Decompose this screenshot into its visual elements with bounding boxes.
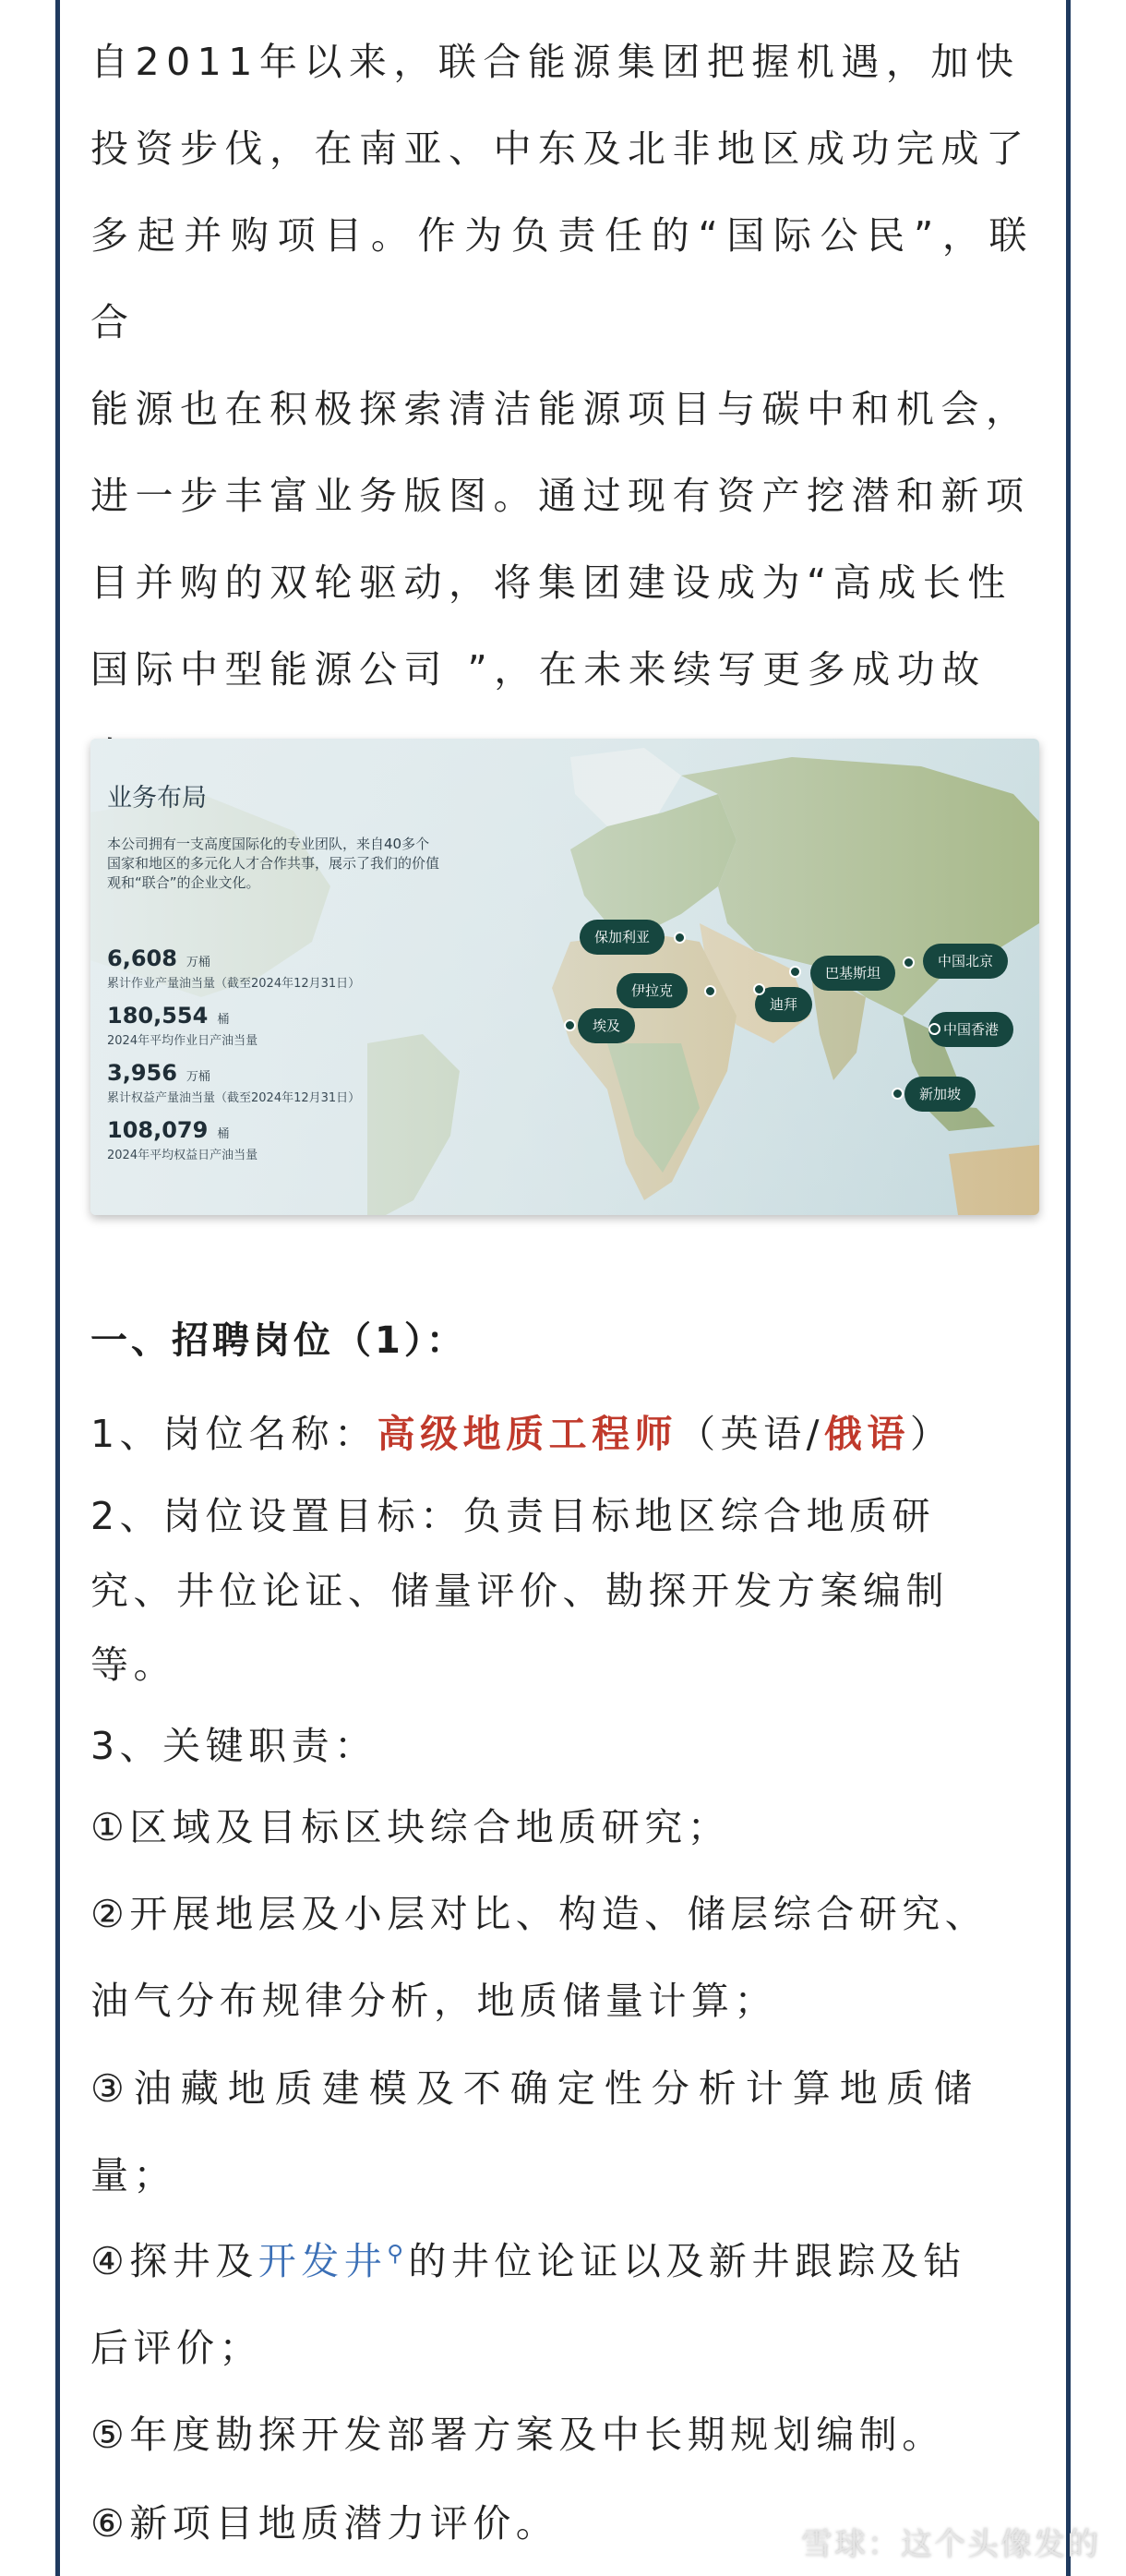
intro-paragraph	[90, 0, 1034, 800]
section-heading: 一、招聘岗位（1）：	[90, 1319, 467, 1362]
stat-daily-equity	[107, 1117, 258, 1162]
location-pin-pakistan: 巴基斯坦	[810, 956, 895, 991]
search-icon[interactable]: ⚲	[387, 2240, 409, 2267]
duty-4-line-2: 后评价；	[90, 2326, 262, 2370]
duty-3-line-2: 量；	[90, 2153, 176, 2197]
duty-4-prefix: ④探井及	[90, 2239, 258, 2283]
stat-caption: 累计权益产量油当量（截至2024年12月31日）	[107, 1091, 361, 1105]
watermark: 雪球：这个头像发的	[801, 2526, 1100, 2563]
stat-unit: 桶	[217, 1013, 230, 1027]
lang-russian: 俄语	[823, 1412, 910, 1456]
stat-number: 3,956	[107, 1060, 177, 1086]
intro-line: 目并购的双轮驱动，将集团建设成为“高成长性	[90, 560, 1012, 605]
location-pin-egypt: 埃及	[578, 1008, 635, 1043]
stat-cumulative-equity	[107, 1060, 360, 1105]
stat-daily-operated	[107, 1003, 258, 1048]
stat-unit: 桶	[217, 1127, 230, 1141]
intro-line: 投资步伐，在南亚、中东及北非地区成功完成了	[90, 126, 1031, 171]
lang-close: ）	[909, 1412, 953, 1456]
right-border-line	[1066, 0, 1071, 2576]
duties-heading: 3、关键职责：	[90, 1724, 377, 1768]
location-pin-iraq: 伊拉克	[617, 973, 688, 1008]
map-description: 本公司拥有一支高度国际化的专业团队，来自40多个国家和地区的多元化人才合作共事，展示了我们的价值观和“联合”的企业文化。	[107, 836, 440, 891]
location-pin-bulgaria: 保加利亚	[580, 920, 665, 955]
location-dot	[928, 1023, 940, 1035]
duty-3-line-1: ③油藏地质建模及不确定性分析计算地质储	[90, 2066, 981, 2111]
location-dot	[674, 932, 686, 944]
intro-line: 国际中型能源公司 ”，在未来续写更多成功故	[90, 647, 987, 692]
job-title-line	[90, 1403, 1034, 1458]
stat-cumulative-operated	[107, 945, 360, 991]
stat-unit: 万桶	[186, 1070, 210, 1084]
lang-open: （英语/	[677, 1412, 824, 1456]
duty-2-line-2: 油气分布规律分析，地质储量计算；	[90, 1979, 777, 2023]
duty-4-suffix: 的井位论证以及新井跟踪及钻	[408, 2239, 966, 2283]
goal-line-1: 2、岗位设置目标：负责目标地区综合地质研	[90, 1494, 936, 1538]
item1-prefix: 1、岗位名称：	[90, 1412, 377, 1456]
stat-unit: 万桶	[186, 956, 210, 969]
duty-1: ①区域及目标区块综合地质研究；	[90, 1805, 731, 1849]
stat-number: 180,554	[107, 1003, 209, 1029]
job-title: 高级地质工程师	[377, 1412, 678, 1456]
duty-2-line-1: ②开展地层及小层对比、构造、储层综合研究、	[90, 1892, 988, 1936]
left-border-line	[55, 0, 60, 2576]
location-dot	[903, 957, 915, 969]
location-dot	[704, 985, 716, 997]
stat-caption: 2024年平均权益日产油当量	[107, 1149, 258, 1162]
intro-line: 自2011年以来，联合能源集团把握机遇，加快	[90, 40, 1021, 84]
stat-number: 6,608	[107, 945, 177, 971]
intro-line: 进一步丰富业务版图。通过现有资产挖潜和新项	[90, 474, 1031, 518]
goal-line-3: 等。	[90, 1643, 176, 1687]
location-dot	[789, 966, 801, 978]
location-dot	[892, 1088, 904, 1100]
stat-caption: 累计作业产量油当量（截至2024年12月31日）	[107, 977, 361, 991]
intro-line: 能源也在积极探索清洁能源项目与碳中和机会，	[90, 387, 1031, 431]
stat-number: 108,079	[107, 1117, 209, 1143]
intro-line: 多起并购项目。作为负责任的“国际公民”，联合	[90, 213, 1034, 344]
duty-5: ⑤年度勘探开发部署方案及中长期规划编制。	[90, 2413, 945, 2457]
duty-4-line-1	[90, 2231, 1034, 2285]
location-dot	[564, 1019, 576, 1031]
map-title: 业务布局	[107, 784, 207, 813]
goal-line-2: 究、井位论证、储量评价、勘探开发方案编制	[90, 1569, 949, 1613]
stat-caption: 2024年平均作业日产油当量	[107, 1034, 258, 1048]
location-pin-dubai: 迪拜	[755, 987, 812, 1022]
duty-6: ⑥新项目地质潜力评价。	[90, 2501, 559, 2546]
location-pin-singapore: 新加坡	[904, 1077, 976, 1112]
location-dot	[753, 983, 765, 995]
development-well-link[interactable]: 开发井	[258, 2239, 388, 2283]
business-layout-map	[90, 739, 1039, 1215]
location-pin-beijing: 中国北京	[923, 944, 1008, 979]
location-pin-hongkong: 中国香港	[928, 1012, 1013, 1047]
